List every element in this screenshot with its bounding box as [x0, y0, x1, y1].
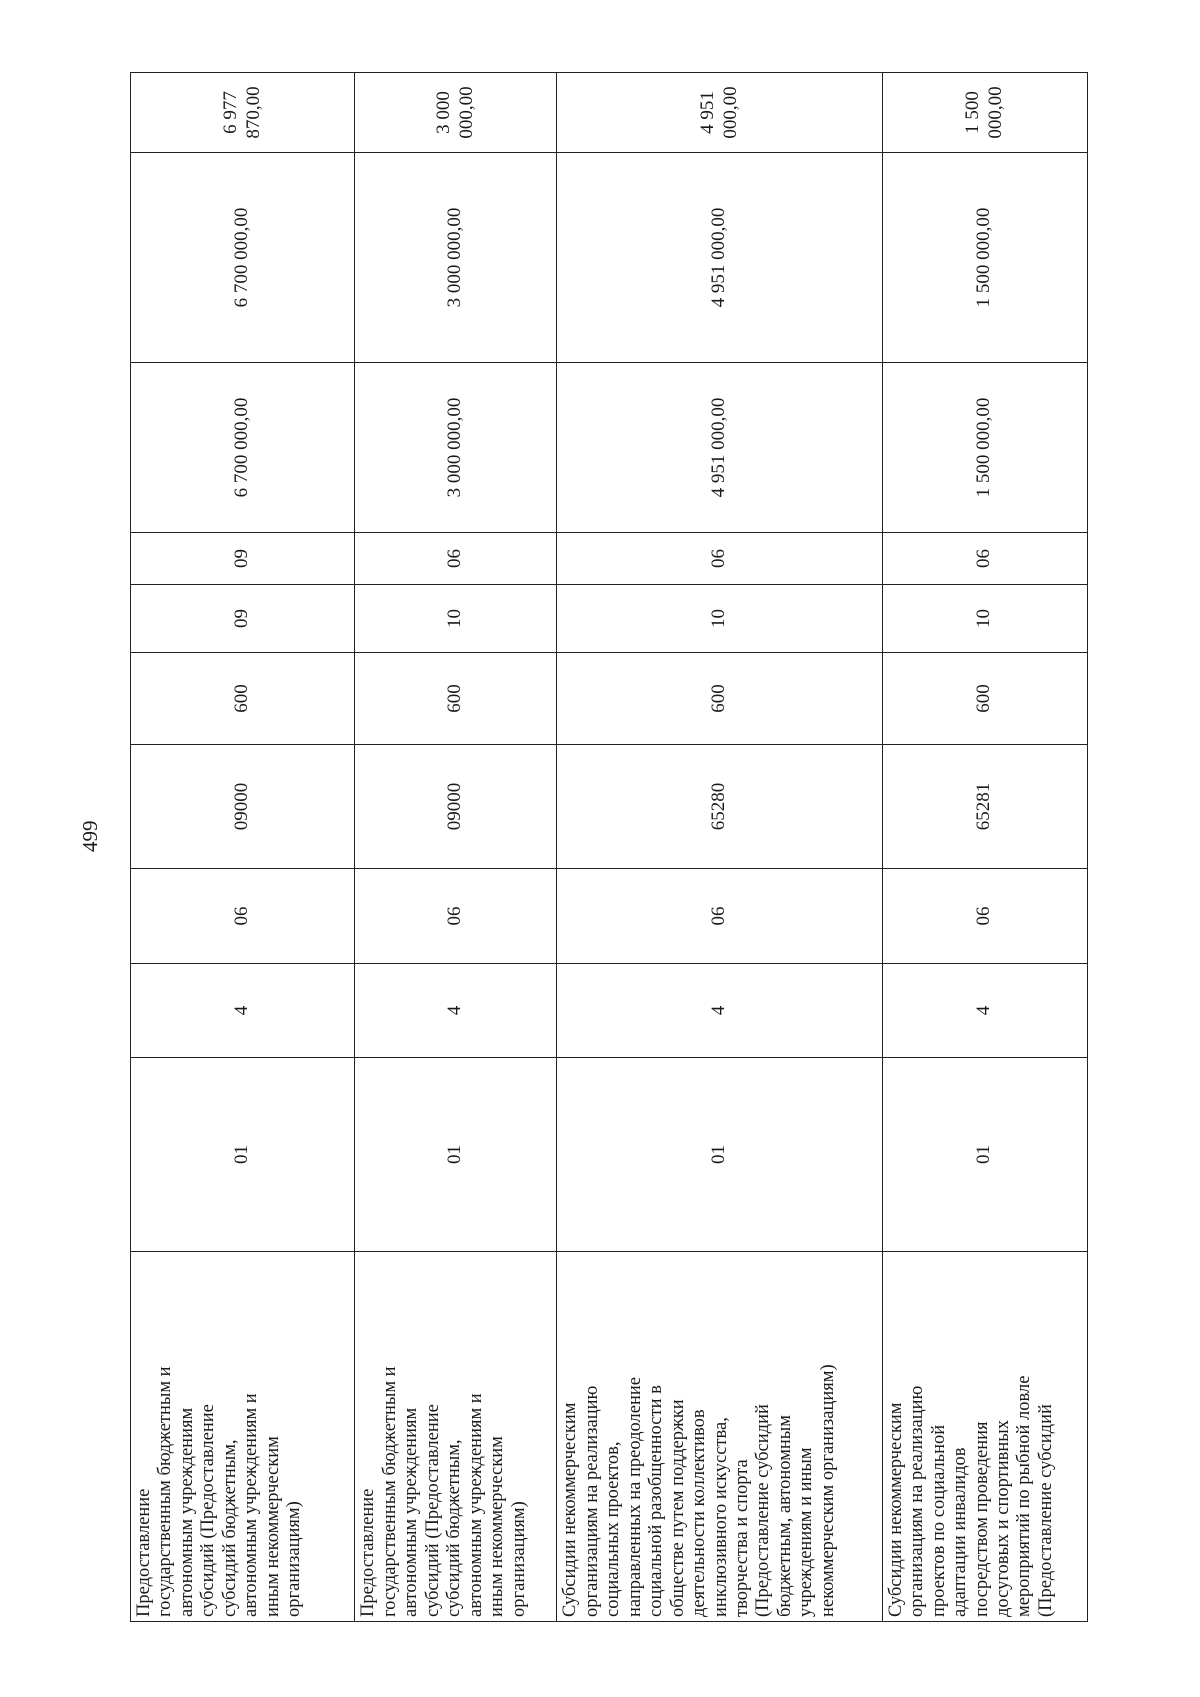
table-row [355, 73, 557, 1622]
code-program-cell: 4 [131, 964, 355, 1058]
description-line: организациям на реализацию [907, 1385, 928, 1617]
amount-year-2-cell: 4 951 000,00 [557, 153, 882, 363]
code-expense-type-cell: 600 [882, 653, 1087, 745]
rotated-table-wrapper [130, 73, 1088, 1622]
description-line: инклюзивного искусства, [710, 1417, 731, 1617]
description-line: Субсидии некоммерческим [560, 1402, 581, 1617]
code-admin-cell: 01 [355, 1058, 557, 1252]
description-line: посредством проведения [971, 1421, 992, 1617]
description-line: Предоставление [134, 1488, 154, 1617]
amount-year-2-cell: 3 000 000,00 [355, 153, 557, 363]
amount-year-1-cell: 4 951 000,00 [557, 363, 882, 533]
description-line: адаптации инвалидов [950, 1447, 971, 1617]
code-section-cell: 10 [557, 585, 882, 653]
code-expense-type-cell: 600 [355, 653, 557, 745]
code-subprogram-cell: 06 [131, 869, 355, 964]
description-line: организациям на реализацию [581, 1385, 602, 1617]
description-line: некоммерческим организациям) [817, 1364, 838, 1617]
description-line: субсидий бюджетным, [219, 1439, 240, 1617]
description-line: автономным учреждениям и [241, 1393, 262, 1617]
description-line: государственным бюджетным и [155, 1366, 176, 1617]
table-row [882, 73, 1087, 1622]
table-body [131, 73, 1088, 1622]
amount-year-3-cell: 3 000 000,00 [355, 73, 557, 153]
description-line: социальных проектов, [603, 1441, 624, 1617]
code-subsection-cell: 06 [882, 533, 1087, 585]
description-line: субсидий бюджетным, [444, 1439, 465, 1617]
table-row [557, 73, 882, 1622]
budget-table [130, 72, 1088, 1622]
code-admin-cell: 01 [882, 1058, 1087, 1252]
code-expense-type-cell: 600 [131, 653, 355, 745]
code-direction-cell: 65281 [882, 745, 1087, 869]
code-direction-cell: 09000 [355, 745, 557, 869]
description-line: бюджетным, автономным [774, 1415, 795, 1617]
row-description [131, 1252, 355, 1622]
code-subsection-cell: 09 [131, 533, 355, 585]
code-section-cell: 10 [882, 585, 1087, 653]
amount-year-2-cell: 6 700 000,00 [131, 153, 355, 363]
table-row [131, 73, 355, 1622]
description-line: субсидий (Предоставление [198, 1404, 219, 1617]
description-line: творчества и спорта [732, 1459, 753, 1617]
description-line: обществе путем поддержки [667, 1399, 688, 1617]
description-line: государственным бюджетным и [379, 1366, 400, 1617]
description-line: (Предоставление субсидий [753, 1404, 774, 1617]
code-subprogram-cell: 06 [882, 869, 1087, 964]
description-line: Субсидии некоммерческим [885, 1402, 906, 1617]
code-program-cell: 4 [882, 964, 1087, 1058]
code-direction-cell: 65280 [557, 745, 882, 869]
amount-year-3-cell: 1 500 000,00 [882, 73, 1087, 153]
description-line: мероприятий по рыбной ловле [1014, 1375, 1035, 1617]
row-description [882, 1252, 1087, 1622]
description-line: (Предоставление субсидий [1035, 1404, 1056, 1617]
description-line: иным некоммерческим [262, 1436, 283, 1617]
description-line: субсидий (Предоставление [422, 1404, 443, 1617]
code-subprogram-cell: 06 [557, 869, 882, 964]
description-line: Предоставление [358, 1488, 379, 1617]
row-description [355, 1252, 557, 1622]
code-admin-cell: 01 [131, 1058, 355, 1252]
description-line: автономным учреждениям [401, 1407, 422, 1617]
amount-year-2-cell: 1 500 000,00 [882, 153, 1087, 363]
description-line: социальной разобщенности в [646, 1385, 667, 1617]
page-number: 499 [78, 820, 102, 852]
description-line: автономным учреждениям и [465, 1393, 486, 1617]
amount-year-1-cell: 3 000 000,00 [355, 363, 557, 533]
description-line: проектов по социальной [928, 1424, 949, 1617]
amount-year-3-cell: 6 977 870,00 [131, 73, 355, 153]
description-line: учреждениям и иным [796, 1447, 817, 1617]
code-direction-cell: 09000 [131, 745, 355, 869]
description-line: иным некоммерческим [487, 1436, 508, 1617]
code-subprogram-cell: 06 [355, 869, 557, 964]
description-line: организациям) [284, 1501, 305, 1617]
code-expense-type-cell: 600 [557, 653, 882, 745]
code-program-cell: 4 [355, 964, 557, 1058]
description-line: автономным учреждениям [176, 1407, 197, 1617]
description-line: организациям) [508, 1501, 529, 1617]
amount-year-3-cell: 4 951 000,00 [557, 73, 882, 153]
code-subsection-cell: 06 [355, 533, 557, 585]
amount-year-1-cell: 1 500 000,00 [882, 363, 1087, 533]
row-description [557, 1252, 882, 1622]
amount-year-1-cell: 6 700 000,00 [131, 363, 355, 533]
code-section-cell: 10 [355, 585, 557, 653]
code-program-cell: 4 [557, 964, 882, 1058]
code-admin-cell: 01 [557, 1058, 882, 1252]
description-line: досуговых и спортивных [993, 1420, 1014, 1617]
code-section-cell: 09 [131, 585, 355, 653]
description-line: направленных на преодоление [624, 1377, 645, 1617]
code-subsection-cell: 06 [557, 533, 882, 585]
description-line: деятельности коллективов [689, 1409, 710, 1617]
